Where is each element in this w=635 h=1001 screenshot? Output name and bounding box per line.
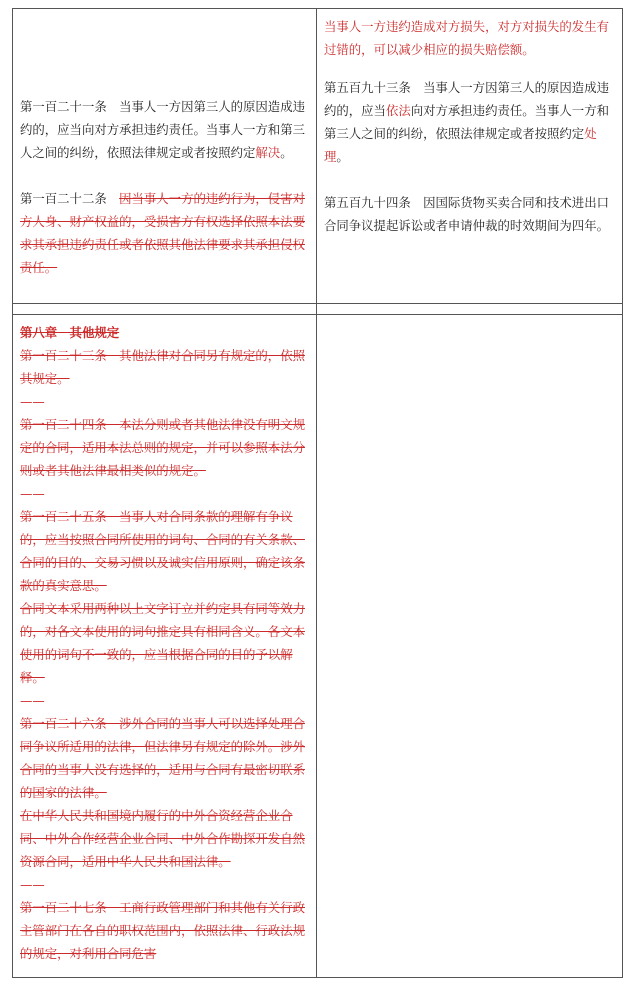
- article-123-deleted: 第一百二十三条 其他法律对合同另有规定的，依照其规定。: [20, 348, 305, 386]
- spacer: [324, 168, 615, 191]
- article-124-deleted: 第一百二十四条 本法分则或者其他法律没有明文规定的合同，适用本法总则的规定，并可以参照本法分则或者其他法律最相类似的规定。: [20, 417, 305, 478]
- new-clause-text: 当事人一方违约造成对方损失，对方对损失的发生有过错的，可以减少相应的损失赔偿额。: [324, 19, 609, 57]
- article-125-deleted: 第一百二十五条 当事人对合同条款的理解有争议的，应当按照合同所使用的词句、合同的有关条款、合同的目的、交易习惯以及诚实信用原则，确定该条款的真实意思。: [20, 509, 305, 593]
- table-row-empty: [13, 304, 623, 315]
- article-126-deleted-para2: 在中华人民共和国境内履行的中外合资经营企业合同、中外合作经营企业合同、中外合作勘探开发自然资源合同，适用中华人民共和国法律。: [20, 808, 305, 869]
- comparison-table: [12, 8, 623, 978]
- empty-cell: [13, 304, 317, 315]
- spacer: [20, 164, 309, 187]
- empty-cell: [317, 304, 623, 315]
- changed-word: 处理: [324, 126, 597, 164]
- deleted-text: 因当事人一方的违约行为，侵害对方人身、财产权益的，受损害方有权选择依照本法要求其承担违约责任或者依照其他法律要求其承担侵权责任。: [20, 191, 305, 275]
- separator: ——: [20, 877, 45, 892]
- spacer: [324, 61, 615, 76]
- old-law-cell: [13, 9, 317, 304]
- table-row: [13, 9, 623, 304]
- article-121-old: [20, 95, 309, 164]
- chapter-heading: 第八章 其他规定: [20, 325, 120, 340]
- separator: ——: [20, 394, 45, 409]
- punct: 。: [336, 149, 349, 164]
- article-text: 第一百二十一条 当事人一方因第三人的原因造成违约的，应当向对方承担违约责任。当事人一方和第三人之间的纠纷，依照法律规定或者按照约定: [20, 99, 305, 160]
- article-125-deleted-para2: 合同文本采用两种以上文字订立并约定具有同等效力的，对各文本使用的词句推定具有相同含义。各文本使用的词句不一致的，应当根据合同的目的予以解释。: [20, 601, 305, 685]
- article-number: 第一百二十二条: [20, 191, 120, 206]
- cell-content: [20, 321, 309, 971]
- punct: 。: [280, 145, 293, 160]
- new-law-cell-empty: [317, 315, 623, 978]
- article-594: 第五百九十四条 因国际货物买卖合同和技术进出口合同争议提起诉讼或者申请仲裁的时效期间为四年。: [324, 195, 609, 233]
- old-law-cell: [13, 315, 317, 978]
- new-law-cell: [317, 9, 623, 304]
- article-text: 向对方承担违约责任。当事人一方和第三人之间的纠纷，依照法律规定或者按照约定: [324, 103, 609, 141]
- article-122-old: [20, 187, 309, 279]
- added-word: 依法: [385, 103, 411, 118]
- separator: ——: [20, 693, 45, 708]
- changed-word: 解决: [255, 145, 281, 160]
- table-row: [13, 315, 623, 978]
- article-593: [324, 76, 615, 168]
- separator: ——: [20, 486, 45, 501]
- spacer: [20, 15, 309, 95]
- article-126-deleted: 第一百二十六条 涉外合同的当事人可以选择处理合同争议所适用的法律，但法律另有规定的除外。涉外合同的当事人没有选择的，适用与合同有最密切联系的国家的法律。: [20, 716, 305, 800]
- article-text: 第五百九十三条 当事人一方因第三人的原因造成违约的，应当: [324, 80, 609, 118]
- article-127-deleted: 第一百二十七条 工商行政管理部门和其他有关行政主管部门在各自的职权范围内，依照法律、行政法规的规定，对利用合同危害: [20, 900, 305, 961]
